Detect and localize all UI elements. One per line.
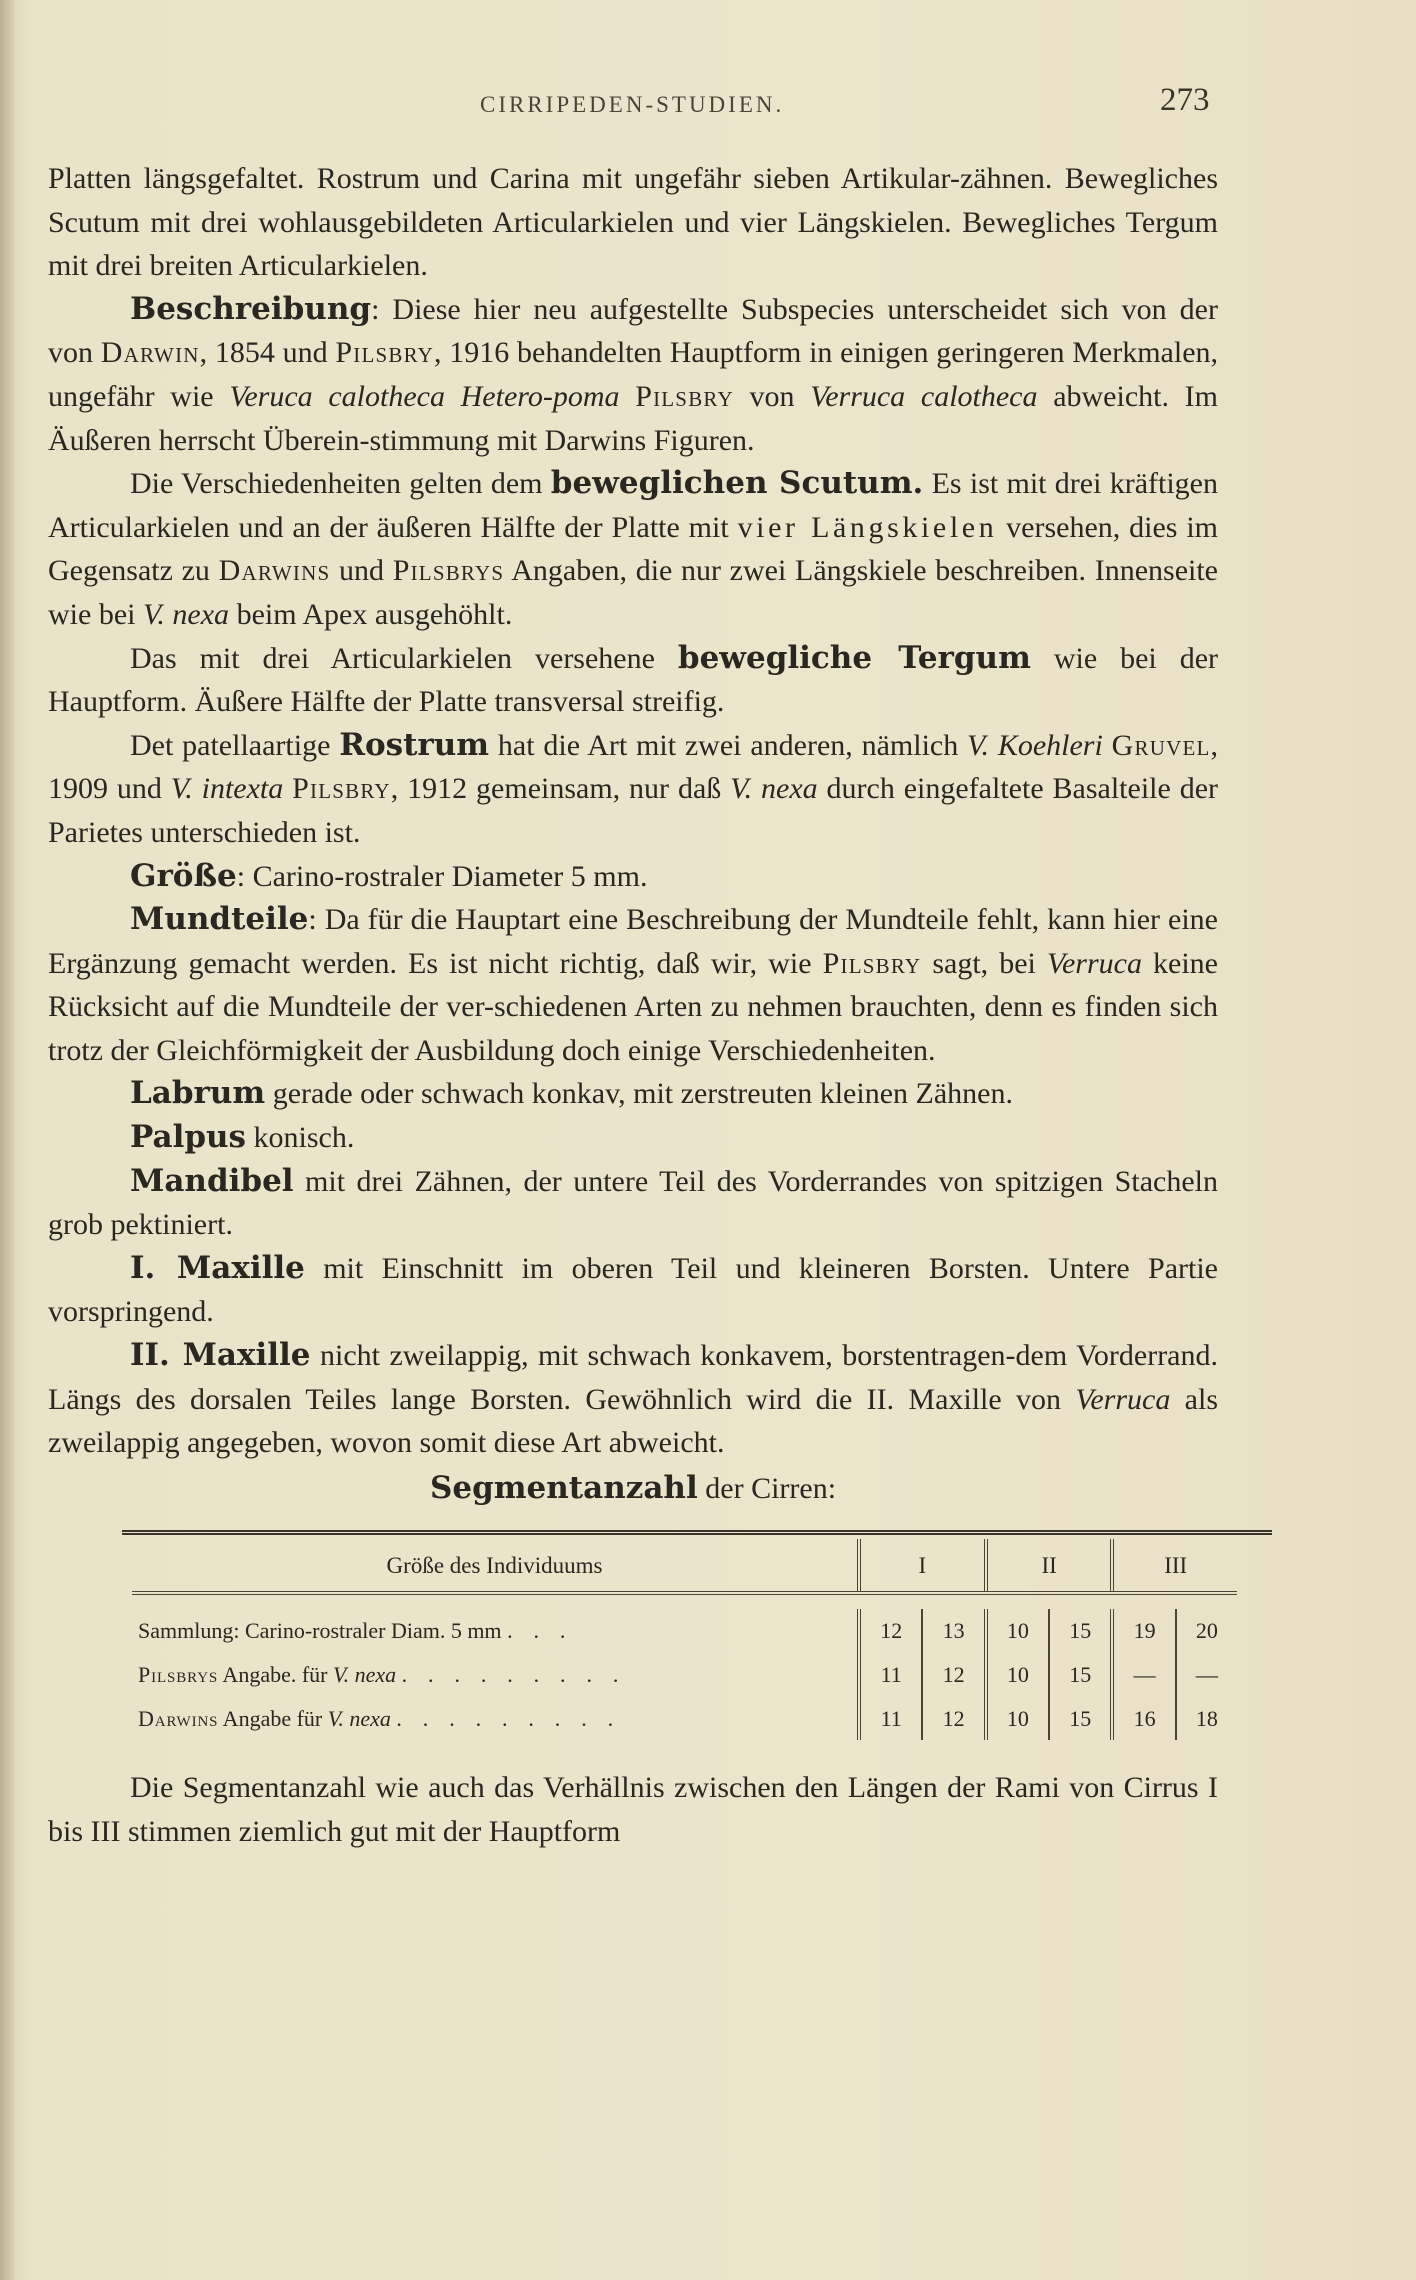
section-heading: beweglichen Scutum. [550, 465, 924, 502]
table-cell: 12 [922, 1697, 985, 1741]
emphasis-spaced: vier Längskielen [737, 510, 998, 544]
page-number: 273 [1160, 82, 1210, 118]
segment-count-table [132, 1539, 1237, 1740]
table-cell: 19 [1112, 1609, 1175, 1653]
paragraph-rostrum: Det patellaartige Rostrum hat die Art mit zwei anderen, nämlich V. Koehleri Gruvel, 1909 und V. intexta Pilsbry, 1912 gemeinsam, nur daß V. nexa durch eingefaltete Basalteile der Parietes unterschieden ist. [48, 726, 1219, 849]
table-cell: 11 [859, 1653, 922, 1697]
paragraph-tergum: Das mit drei Articularkielen versehene bewegliche Tergum wie bei der Hauptform. Äußere Hälfte der Platte transversal streifig. [48, 639, 1218, 719]
table-cell: — [1112, 1653, 1175, 1697]
table-cell: 15 [1049, 1609, 1112, 1653]
paragraph-maxille-1: I. Maxille mit Einschnitt im oberen Teil und kleineren Borsten. Untere Partie vorspringend. [48, 1249, 1218, 1329]
author-name: Pilsbry [635, 379, 734, 413]
section-heading: Größe [130, 857, 237, 894]
column-header-size: Größe des Individuums [132, 1539, 859, 1593]
page-header [0, 82, 1416, 132]
section-heading: Segmentanzahl [429, 1469, 698, 1506]
paragraph-mundteile: Mundteile: Da für die Hauptart eine Beschreibung der Mundteile fehlt, kann hier eine Ergänzung gemacht werden. Es ist nicht richtig, daß wir, wie Pilsbry sagt, bei Verruca keine Rücksicht auf die Mundteile der ver-schiedenen Arten zu nehmen brauchten, denn es finden sich trotz der Gleichförmigkeit der Ausbildung doch einige Verschiedenheiten. [48, 901, 1218, 1067]
author-name: Darwins [218, 554, 331, 588]
species-name: V. Koehleri [967, 728, 1103, 762]
paragraph-mandibel: Mandibel mit drei Zähnen, der untere Teil des Vorderrandes von spitzigen Stacheln grob pektiniert. [48, 1162, 1218, 1242]
species-name: V. intexta [170, 772, 284, 806]
table-cell: 10 [986, 1697, 1049, 1741]
table-cell: 11 [859, 1697, 922, 1741]
page-binding-edge [0, 0, 14, 2280]
row-label: Darwins Angabe für V. nexa . . . . . . . . . [138, 1705, 621, 1731]
table-cell: — [1176, 1653, 1237, 1697]
table-title: Segmentanzahl der Cirren: [429, 1469, 837, 1506]
table-top-rule [122, 1530, 1272, 1535]
row-label: Sammlung: Carino-rostraler Diam. 5 mm . . . [138, 1618, 574, 1644]
body-text [48, 157, 1218, 1853]
species-name: Verruca calotheca [810, 379, 1038, 413]
section-heading: Mundteile [130, 901, 309, 938]
section-heading: Palpus [130, 1119, 247, 1156]
author-name: Darwin [100, 336, 200, 370]
table-row [132, 1593, 1237, 1609]
section-heading: II. Maxille [130, 1337, 311, 1374]
section-heading: bewegliche Tergum [677, 639, 1031, 676]
section-heading: Rostrum [339, 726, 490, 763]
author-name: Pilsbry [292, 772, 391, 806]
table-cell: 16 [1112, 1697, 1175, 1741]
table-cell: 12 [922, 1653, 985, 1697]
genus-name: Verruca [1075, 1382, 1171, 1416]
species-name: V. nexa [730, 772, 818, 806]
column-header-cirrus-3: III [1112, 1539, 1237, 1593]
table-header-row [132, 1539, 1237, 1593]
paragraph-segmentanzahl: Die Segmentanzahl wie auch das Verhällnis zwischen den Längen der Rami von Cirrus I bis III stimmen ziemlich gut mit der Hauptform [48, 1771, 1218, 1848]
paragraph-diagnosis: Platten längsgefaltet. Rostrum und Carina mit ungefähr sieben Artikular-zähnen. Bewegliches Scutum mit drei wohlausgebildeten Articularkielen und vier Längskielen. Bewegliches Tergum mit drei breiten Articularkielen. [48, 162, 1218, 283]
section-heading: I. Maxille [130, 1249, 305, 1286]
table-cell: 18 [1176, 1697, 1237, 1741]
table-cell: 20 [1176, 1609, 1237, 1653]
species-name: V. nexa [142, 597, 230, 631]
paragraph-scutum: Die Verschiedenheiten gelten dem beweglichen Scutum. Es ist mit drei kräftigen Articularkielen und an der äußeren Hälfte der Platte mit vier Längskielen versehen, dies im Gegensatz zu Darwins und Pilsbrys Angaben, die nur zwei Längskiele beschreiben. Innenseite wie bei V. nexa beim Apex ausgehöhlt. [48, 465, 1219, 631]
section-heading: Beschreibung [130, 290, 372, 327]
author-name: Pilsbrys [392, 554, 505, 588]
table-row [132, 1609, 1237, 1653]
table-cell: 10 [986, 1609, 1049, 1653]
table-cell: 12 [859, 1609, 922, 1653]
table-row [132, 1697, 1237, 1741]
author-name: Pilsbry [822, 946, 922, 980]
author-name: Gruvel [1111, 728, 1211, 762]
segment-table-wrap [132, 1530, 1237, 1740]
row-label: Pilsbrys Angabe. für V. nexa . . . . . . . . . [138, 1662, 627, 1687]
table-cell: 15 [1049, 1697, 1112, 1741]
table-cell: 10 [986, 1653, 1049, 1697]
paragraph-maxille-2: II. Maxille nicht zweilappig, mit schwach konkavem, borstentragen-dem Vorderrand. Längs des dorsalen Teiles lange Borsten. Gewöhnlich wird die II. Maxille von Verruca als zweilappig angegeben, wovon somit diese Art abweicht. [48, 1337, 1218, 1460]
paragraph-beschreibung: Beschreibung: Diese hier neu aufgestellte Subspecies unterscheidet sich von der von Darwin, 1854 und Pilsbry, 1916 behandelten Hauptform in einigen geringeren Merkmalen, ungefähr wie Veruca calotheca Hetero-poma Pilsbry von Verruca calotheca abweicht. Im Äußeren herrscht Überein-stimmung mit Darwins Figuren. [48, 290, 1219, 457]
section-heading: Mandibel [130, 1162, 294, 1199]
running-head: CIRRIPEDEN-STUDIEN. [480, 92, 785, 117]
table-cell: 15 [1049, 1653, 1112, 1697]
column-header-cirrus-2: II [986, 1539, 1113, 1593]
column-header-cirrus-1: I [859, 1539, 986, 1593]
paragraph-labrum: Labrum gerade oder schwach konkav, mit zerstreuten kleinen Zähnen. [130, 1075, 1013, 1112]
species-name: Veruca calotheca Hetero-poma [229, 379, 620, 413]
genus-name: Verruca [1046, 946, 1142, 980]
author-name: Pilsbry [335, 336, 434, 370]
section-heading: Labrum [130, 1075, 266, 1112]
paragraph-palpus: Palpus konisch. [130, 1119, 355, 1156]
table-cell: 13 [922, 1609, 985, 1653]
paragraph-groesse: Größe: Carino-rostraler Diameter 5 mm. [130, 857, 648, 894]
table-row [132, 1653, 1237, 1697]
